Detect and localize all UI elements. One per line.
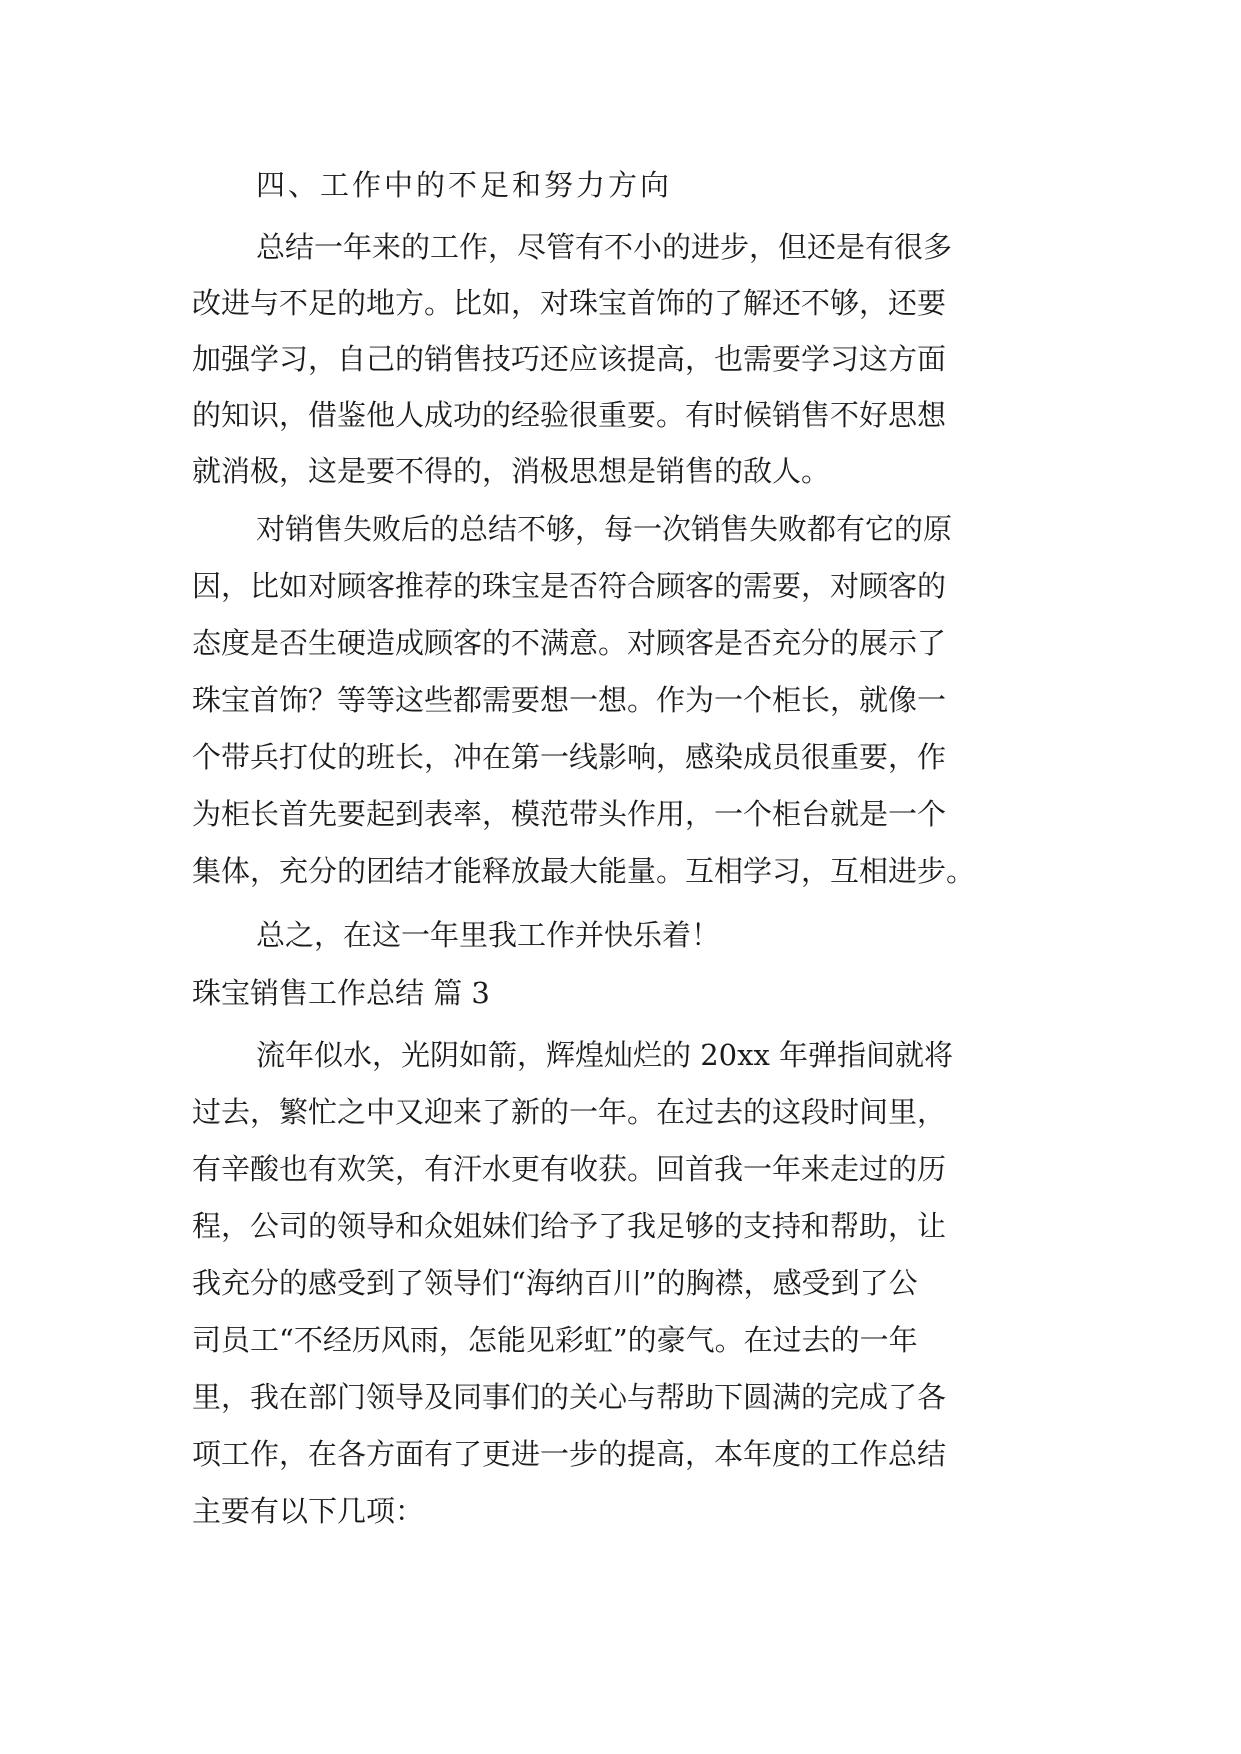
paragraph-line: 改进与不足的地方。比如，对珠宝首饰的了解还不够，还要 [192,286,947,320]
paragraph-line: 的知识，借鉴他人成功的经验很重要。有时候销售不好思想 [192,398,947,432]
paragraph-line: 主要有以下几项： [192,1494,425,1528]
paragraph-line: 珠宝首饰？等等这些都需要想一想。作为一个柜长，就像一 [192,683,947,717]
paragraph-line: 为柜长首先要起到表率，模范带头作用，一个柜台就是一个 [192,797,947,831]
article-title: 珠宝销售工作总结 篇 3 [192,976,490,1010]
paragraph-line: 程，公司的领导和众姐妹们给予了我足够的支持和帮助，让 [192,1209,947,1243]
paragraph-line: 我充分的感受到了领导们“海纳百川”的胸襟，感受到了公 [192,1266,918,1300]
paragraph-line: 态度是否生硬造成顾客的不满意。对顾客是否充分的展示了 [192,626,947,660]
section-heading: 四、工作中的不足和努力方向 [256,168,673,202]
paragraph-line: 过去，繁忙之中又迎来了新的一年。在过去的这段时间里， [192,1095,947,1129]
paragraph-line: 总结一年来的工作，尽管有不小的进步，但还是有很多 [256,230,953,264]
paragraph-line: 因，比如对顾客推荐的珠宝是否符合顾客的需要，对顾客的 [192,569,947,603]
paragraph-line: 流年似水，光阴如箭，辉煌灿烂的 20xx 年弹指间就将 [256,1038,954,1072]
paragraph-line: 总之，在这一年里我工作并快乐着！ [256,918,721,952]
paragraph-line: 加强学习，自己的销售技巧还应该提高，也需要学习这方面 [192,342,947,376]
paragraph-line: 里，我在部门领导及同事们的关心与帮助下圆满的完成了各 [192,1380,947,1414]
paragraph-line: 对销售失败后的总结不够，每一次销售失败都有它的原 [256,512,953,546]
paragraph-line: 项工作，在各方面有了更进一步的提高，本年度的工作总结 [192,1437,947,1471]
paragraph-line: 司员工“不经历风雨，怎能见彩虹”的豪气。在过去的一年 [192,1323,918,1357]
paragraph-line: 就消极，这是要不得的，消极思想是销售的敌人。 [192,454,831,488]
paragraph-line: 有辛酸也有欢笑，有汗水更有收获。回首我一年来走过的历 [192,1152,947,1186]
paragraph-line: 集体，充分的团结才能释放最大能量。互相学习，互相进步。 [192,854,976,888]
paragraph-line: 个带兵打仗的班长，冲在第一线影响，感染成员很重要，作 [192,740,947,774]
